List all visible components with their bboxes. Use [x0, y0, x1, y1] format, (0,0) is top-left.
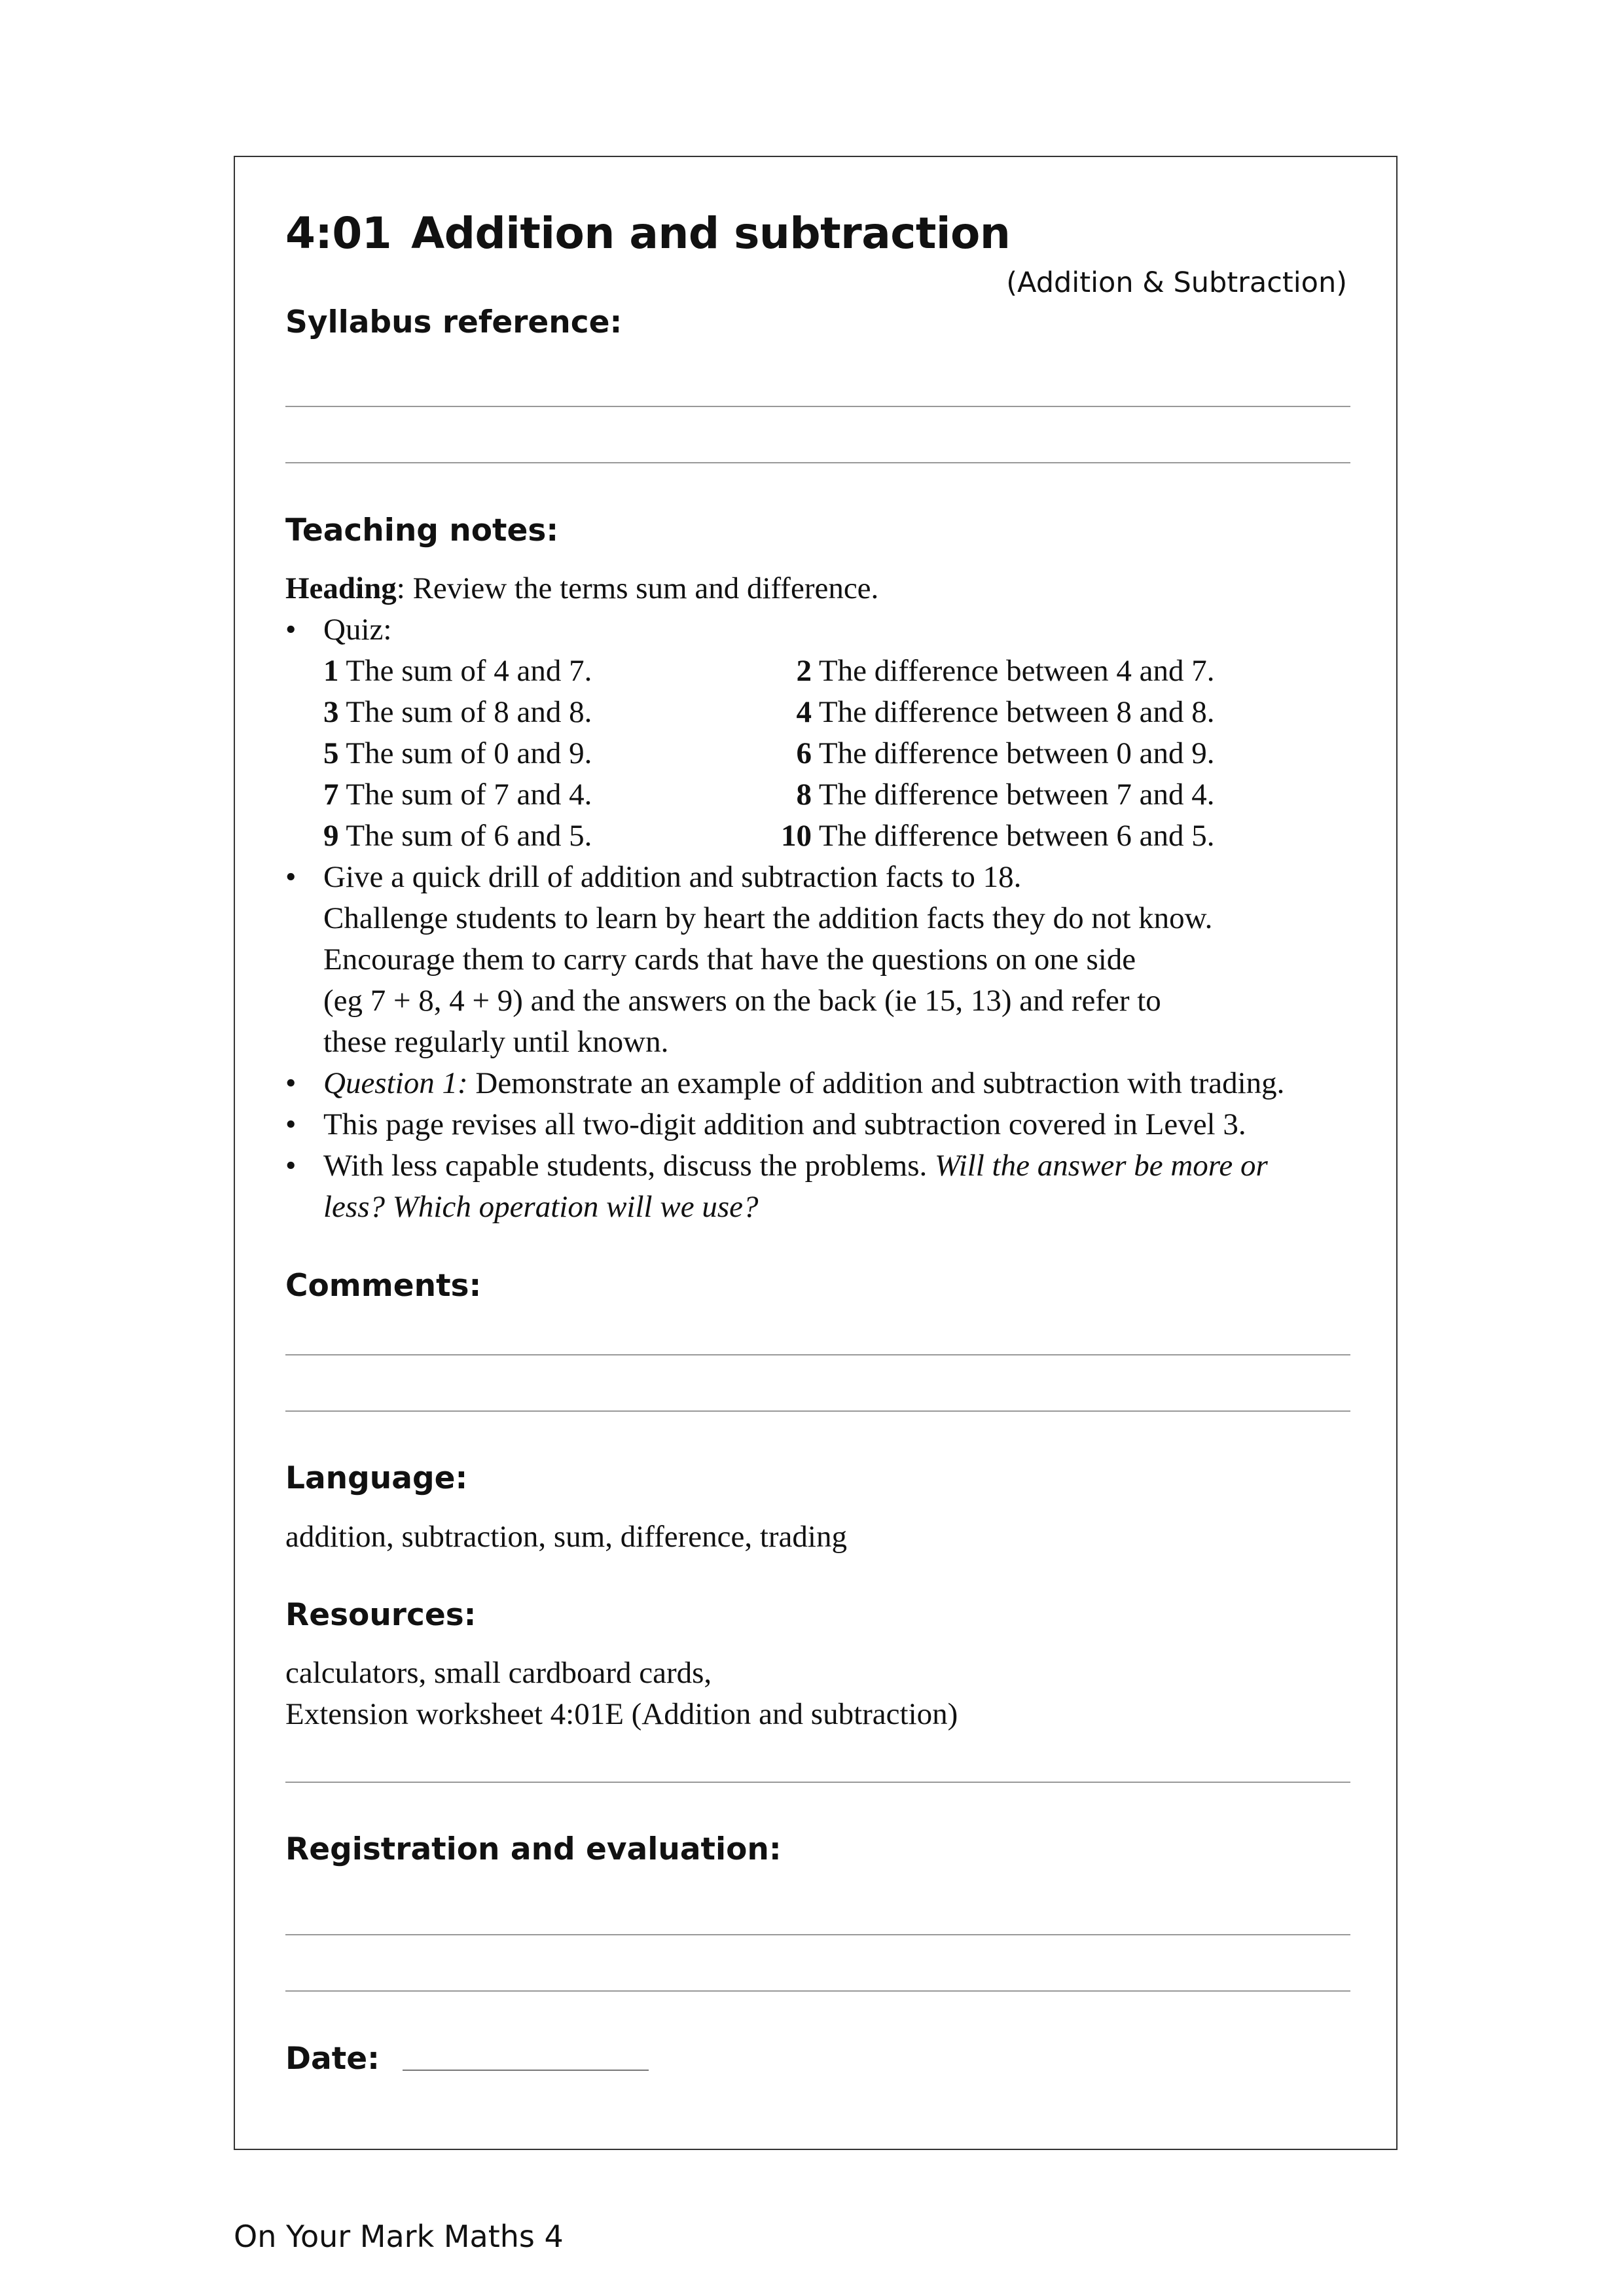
teaching-notes-heading: Teaching notes:: [285, 512, 559, 548]
comments-line-2[interactable]: [285, 1410, 1350, 1412]
language-text: addition, subtraction, sum, difference, trading: [285, 1520, 847, 1554]
registration-heading: Registration and evaluation:: [285, 1831, 782, 1867]
capable-note-cont: less? Which operation will we use?: [323, 1190, 759, 1224]
drill-line: Give a quick drill of addition and subtraction facts to 18.: [323, 860, 1022, 894]
strand-label: (Addition & Subtraction): [1006, 266, 1347, 299]
quiz-label: Quiz:: [323, 613, 392, 647]
quiz-item: 7 The sum of 7 and 4.: [323, 778, 592, 812]
date-field[interactable]: [403, 2070, 649, 2071]
intro-text: : Review the terms sum and difference.: [396, 571, 879, 605]
capable-note: With less capable students, discuss the problems. Will the answer be more or: [323, 1149, 1268, 1183]
syllabus-line-2[interactable]: [285, 462, 1350, 463]
lesson-number: 4:01: [285, 208, 392, 259]
quiz-item: 9 The sum of 6 and 5.: [323, 819, 592, 853]
date-label: Date:: [285, 2041, 380, 2077]
bullet-icon: •: [285, 860, 297, 894]
bullet-icon: •: [285, 1066, 297, 1100]
footer-text: On Your Mark Maths 4: [234, 2219, 564, 2254]
drill-line: (eg 7 + 8, 4 + 9) and the answers on the back (ie 15, 13) and refer to: [323, 984, 1161, 1018]
intro-bold: Heading: [285, 571, 397, 605]
registration-line-1[interactable]: [285, 1934, 1350, 1935]
page-title: [285, 208, 1010, 259]
registration-line-2[interactable]: [285, 1990, 1350, 1992]
resources-line: calculators, small cardboard cards,: [285, 1656, 712, 1690]
drill-line: Challenge students to learn by heart the addition facts they do not know.: [323, 901, 1213, 935]
quiz-item: 10 The difference between 6 and 5.: [781, 819, 1215, 853]
bullet-icon: •: [285, 1107, 297, 1141]
quiz-item: 5 The sum of 0 and 9.: [323, 736, 592, 770]
quiz-item: 1 The sum of 4 and 7.: [323, 654, 592, 688]
syllabus-line-1[interactable]: [285, 406, 1350, 407]
resources-rule: [285, 1782, 1350, 1783]
question1-note: Question 1: Demonstrate an example of addition and subtraction with trading.: [323, 1066, 1285, 1100]
quiz-item: 3 The sum of 8 and 8.: [323, 695, 592, 729]
comments-line-1[interactable]: [285, 1354, 1350, 1355]
lesson-title: Addition and subtraction: [411, 208, 1011, 259]
revise-note: This page revises all two-digit addition and subtraction covered in Level 3.: [323, 1107, 1246, 1141]
resources-heading: Resources:: [285, 1597, 477, 1633]
quiz-item: 8 The difference between 7 and 4.: [796, 778, 1215, 812]
teaching-intro: [285, 568, 878, 609]
drill-line: these regularly until known.: [323, 1025, 669, 1059]
language-heading: Language:: [285, 1460, 468, 1496]
quiz-item: 4 The difference between 8 and 8.: [796, 695, 1215, 729]
quiz-item: 6 The difference between 0 and 9.: [796, 736, 1215, 770]
bullet-icon: •: [285, 1149, 297, 1183]
drill-line: Encourage them to carry cards that have the questions on one side: [323, 942, 1136, 977]
resources-line: Extension worksheet 4:01E (Addition and subtraction): [285, 1697, 958, 1731]
bullet-icon: •: [285, 613, 297, 647]
quiz-item: 2 The difference between 4 and 7.: [796, 654, 1215, 688]
syllabus-heading: Syllabus reference:: [285, 304, 623, 340]
comments-heading: Comments:: [285, 1268, 482, 1304]
